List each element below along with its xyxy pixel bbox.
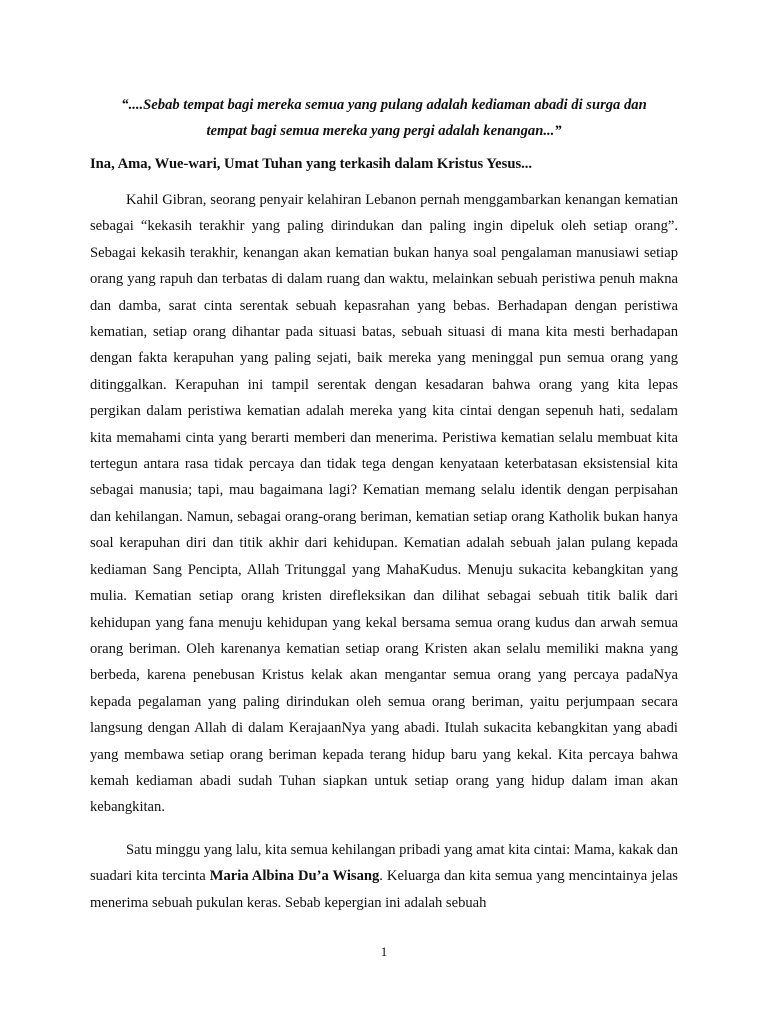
quote-line-1: “....Sebab tempat bagi mereka semua yang pulang adalah kediaman abadi di surga dan — [121, 97, 647, 113]
page-number: 1 — [380, 944, 388, 959]
quote-line-2: tempat bagi semua mereka yang pergi adalah kenangan...” — [206, 123, 562, 139]
salutation: Ina, Ama, Wue-wari, Umat Tuhan yang terkasih dalam Kristus Yesus... — [90, 156, 533, 172]
document-page — [90, 92, 678, 932]
opening-quote — [90, 92, 678, 144]
deceased-name: Maria Albina Du’a Wisang — [209, 868, 380, 885]
paragraph-1: Kahil Gibran, seorang penyair kelahiran Lebanon pernah menggambarkan kenangan kematian sebagai “kekasih terakhir yang paling dirindukan dan paling ingin dipeluk oleh setiap orang”. Sebagai kekasih terakhir, kenangan akan kematian bukan hanya soal pengalaman manusiawi setiap orang yang rapuh dan terbatas di dalam ruang dan waktu, melainkan sebuah peristiwa penuh makna dan damba, sarat cinta serentak sebuah kepasrahan yang bebas. Berhadapan dengan peristiwa kematian, setiap orang dihantar pada situasi batas, sebuah situasi di mana kita mesti berhadapan dengan fakta kerapuhan yang paling sejati, baik mereka yang meninggal pun semua orang yang ditinggalkan. Kerapuhan ini tampil serentak dengan kesadaran bahwa orang yang kita lepas pergikan dalam peristiwa kematian adalah mereka yang kita cintai dengan sepenuh hati, sedalam kita memahami cinta yang berarti memberi dan menerima. Peristiwa kematian selalu membuat kita tertegun antara rasa tidak percaya dan tidak tega dengan kenyataan keterbatasan eksistensial kita sebagai manusia; tapi, mau bagaimana lagi? Kematian memang selalu identik dengan perpisahan dan kehilangan. Namun, sebagai orang-orang beriman, kematian setiap orang Katholik bukan hanya soal kerapuhan diri dan titik akhir dari kehidupan. Kematian adalah sebuah jalan pulang kepada kediaman Sang Pencipta, Allah Tritunggal yang MahaKudus. Menuju sukacita kebangkitan yang mulia. Kematian setiap orang kristen direfleksikan dan dilihat sebagai sebuah titik balik dari kehidupan yang fana menuju kehidupan yang kekal bersama semua orang kudus dan arwah semua orang beriman. Oleh karenanya kematian setiap orang Kristen akan selalu memiliki makna yang berbeda, karena penebusan Kristus kelak akan mengantar semua orang yang percaya padaNya kepada pegalaman yang paling dirindukan oleh semua orang beriman, yaitu perjumpaan secara langsung dengan Allah di dalam KerajaanNya yang abadi. Itulah sukacita kebangkitan yang abadi yang membawa setiap orang beriman kepada terang hidup baru yang kekal. Kita percaya bahwa kemah kediaman abadi sudah Tuhan siapkan untuk setiap orang yang hidup dalam iman akan kebangkitan. — [90, 192, 678, 816]
paragraph-2-intro: Satu minggu yang lalu, kita semua kehilangan pribadi yang amat kita cintai: Mama, kakak dan suadari kita tercinta — [90, 841, 678, 885]
paragraph-2 — [90, 837, 678, 916]
paragraph-2-continuation: . Keluarga dan kita semua yang mencintainya jelas menerima sebuah pukulan keras. Sebab kepergian ini adalah sebuah — [90, 868, 678, 911]
